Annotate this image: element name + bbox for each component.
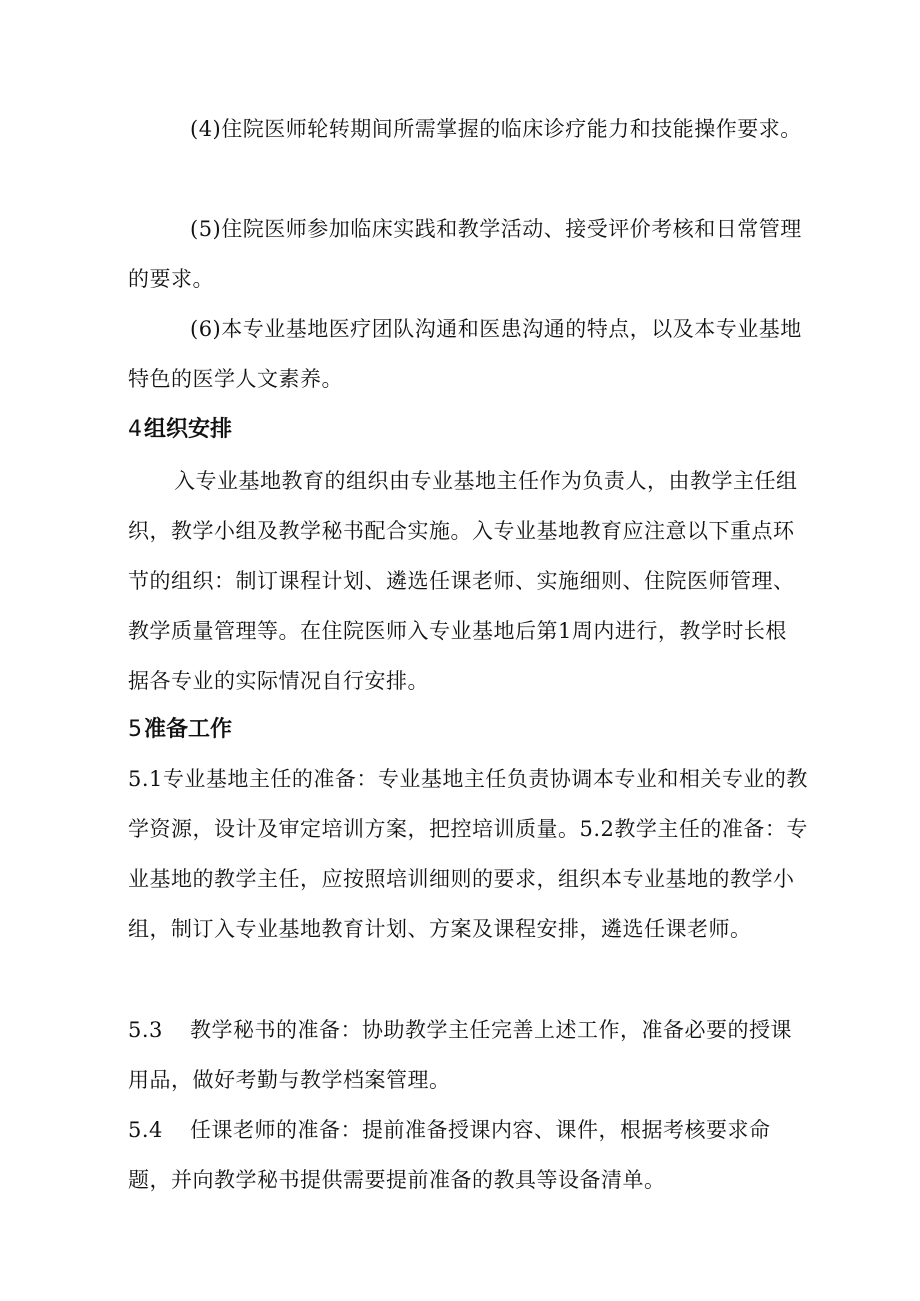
- section-4-body: 入专业基地教育的组织由专业基地主任作为负责人，由教学主任组织，教学小组及教学秘书配合实施。入专业基地教育应注意以下重点环节的组织：制订课程计划、遴选任课老师、实施细则、住院医师管理、教学质量管理等。在住院医师入专业基地后第1周内进行，教学时长根据各专业的实际情况自行安排。: [128, 469, 798, 693]
- section-5-4-text: 任课老师的准备：提前准备授课内容、课件，根据考核要求命题，并向教学秘书提供需要提前准备的教具等设备清单。: [128, 1118, 771, 1192]
- section-4-heading: [128, 410, 232, 450]
- section-5-4-number: 5.4: [128, 1118, 163, 1142]
- paragraph-item-5: (5)住院医师参加临床实践和教学活动、接受评价考核和日常管理的要求。: [128, 217, 802, 291]
- section-4-title: 组织安排: [144, 417, 233, 442]
- paragraph-item-6: (6)本专业基地医疗团队沟通和医患沟通的特点，以及本专业基地特色的医学人文素养。: [128, 317, 802, 391]
- section-5-title: 准备工作: [144, 717, 233, 742]
- section-5-4-paragraph: [128, 1105, 808, 1205]
- paragraph-item-4: (4)住院医师轮转期间所需掌握的临床诊疗能力和技能操作要求。: [190, 117, 802, 141]
- section-5-3-number: 5.3: [128, 1018, 163, 1042]
- section-5-number: 5: [128, 717, 142, 742]
- section-4-number: 4: [128, 417, 142, 442]
- section-5-3-text: 教学秘书的准备：协助教学主任完善上述工作，准备必要的授课用品，做好考勤与教学档案管理。: [128, 1018, 792, 1092]
- section-5-3-paragraph: [128, 1005, 808, 1105]
- section-5-heading: [128, 710, 232, 750]
- section-5-1-paragraph: 5.1专业基地主任的准备：专业基地主任负责协调本专业和相关专业的教学资源，设计及审定培训方案，把控培训质量。5.2教学主任的准备：专业基地的教学主任，应按照培训细则的要求，组织本专业基地的教学小组，制订入专业基地教育计划、方案及课程安排，遴选任课老师。: [128, 767, 808, 941]
